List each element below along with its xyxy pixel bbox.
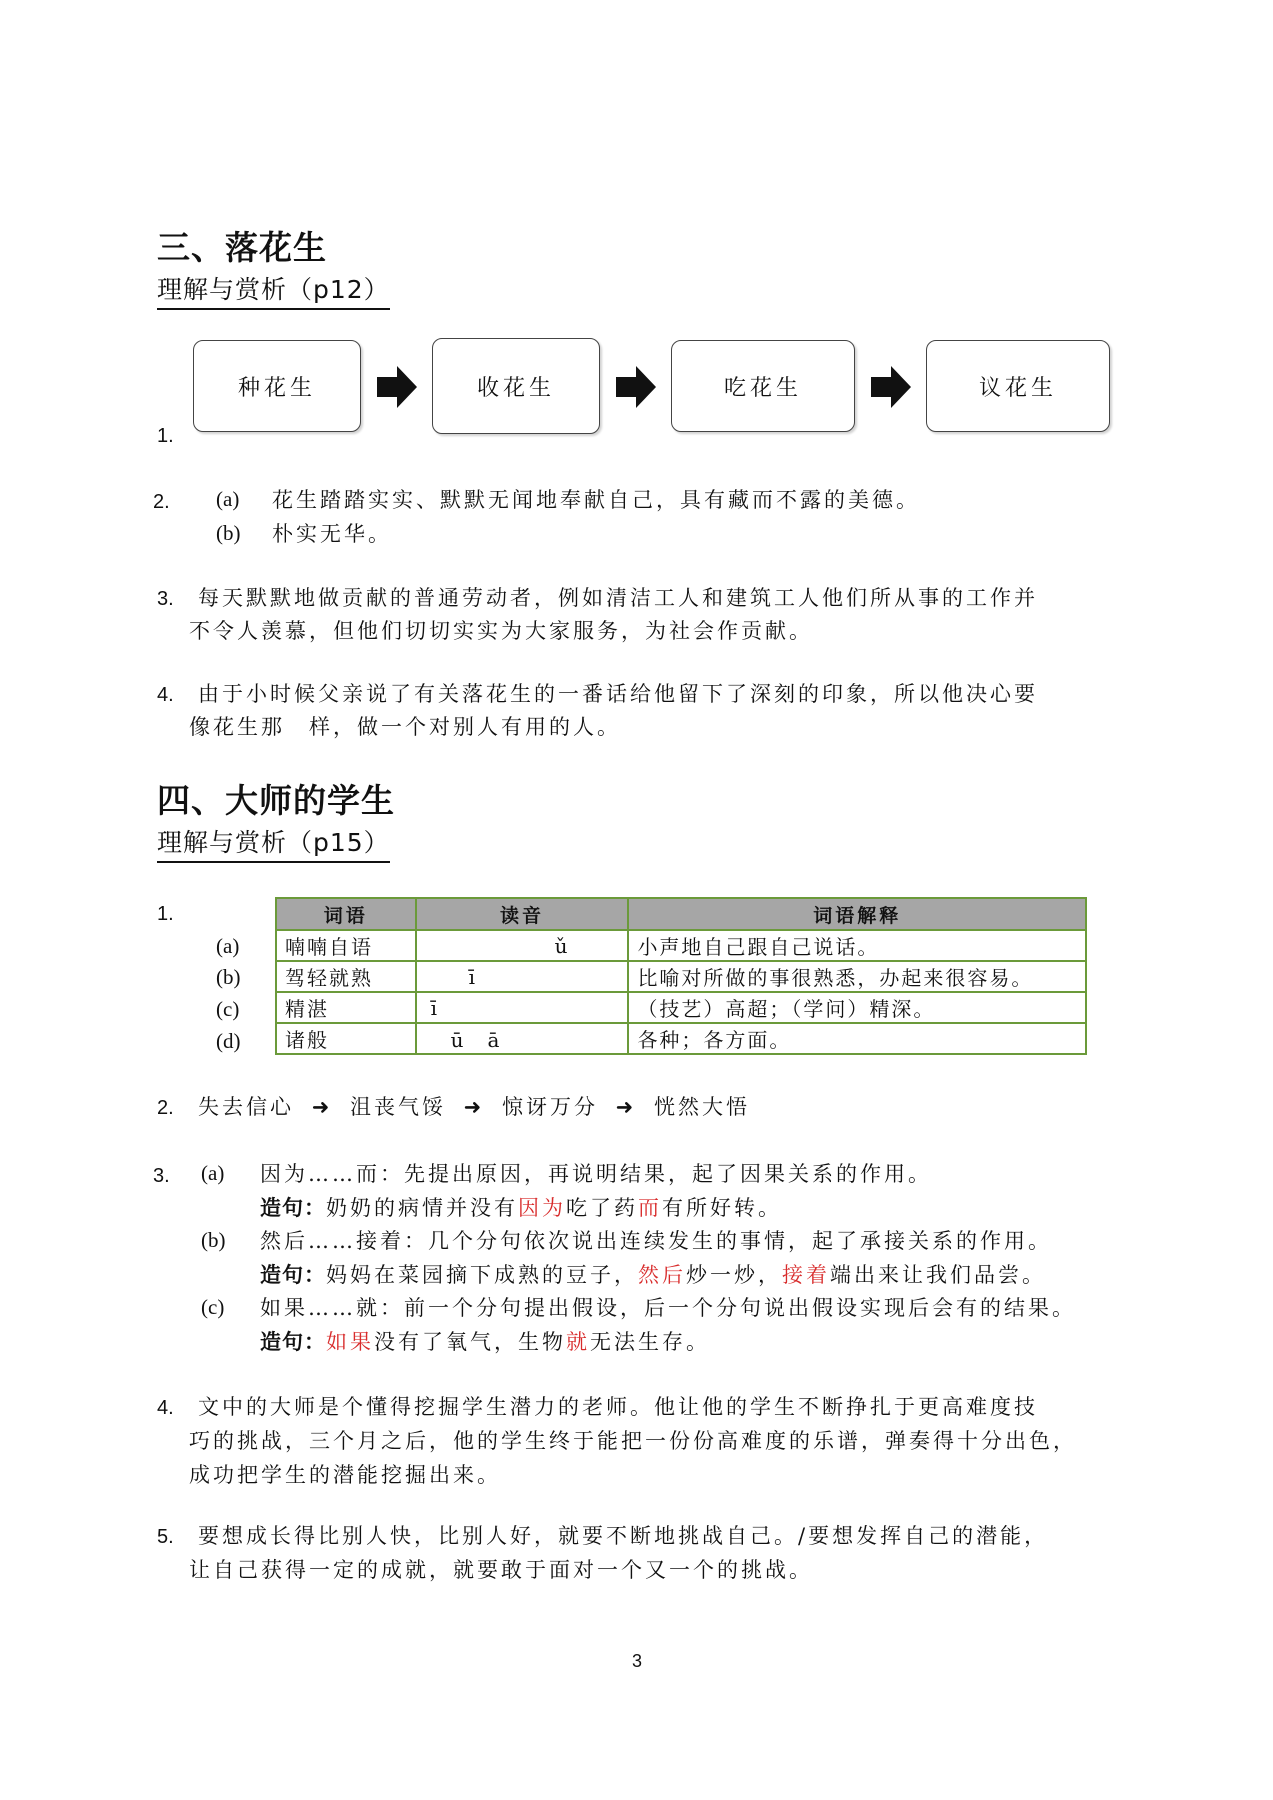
q2-arrow-icon: ➜: [311, 1095, 333, 1119]
cell-reading: ī: [416, 992, 629, 1023]
row-label-b: (b): [216, 965, 241, 989]
table-row: [276, 992, 1086, 1023]
cell-word: 驾轻就熟: [276, 961, 416, 992]
flow-step-1: 种花生: [193, 340, 361, 432]
s4-q3a-text: 因为……而：先提出原因，再说明结果，起了因果关系的作用。: [260, 1162, 932, 1186]
example-text: 有所好转。: [662, 1196, 782, 1220]
cell-word: 诸般: [276, 1023, 416, 1054]
s4-q3b-text: 然后……接着：几个分句依次说出连续发生的事情，起了承接关系的作用。: [260, 1229, 1052, 1253]
cell-meaning: 小声地自己跟自己说话。: [628, 930, 1086, 961]
section3-title: 三、落花生: [157, 228, 327, 267]
s4-q4-line1: 文中的大师是个懂得挖掘学生潜力的老师。他让他的学生不断挣扎于更高难度技: [198, 1395, 1038, 1419]
s4-q3c-example: [260, 1327, 710, 1357]
s3-q4-number: 4.: [157, 684, 174, 706]
table-row: [276, 1023, 1086, 1054]
s3-q2a-label: (a): [216, 487, 240, 511]
example-text: 无法生存。: [590, 1330, 710, 1354]
s4-q1-number: 1.: [157, 903, 174, 925]
example-keyword: 就: [566, 1330, 590, 1354]
s4-q5-number: 5.: [157, 1526, 174, 1548]
cell-meaning: 比喻对所做的事很熟悉，办起来很容易。: [628, 961, 1086, 992]
row-label-c: (c): [216, 997, 240, 1021]
table-header-row: [276, 898, 1086, 930]
s3-q2b-text: 朴实无华。: [272, 522, 392, 546]
example-text: 吃了药: [566, 1196, 638, 1220]
flow-arrow-3-icon: [871, 366, 911, 408]
section4-subtitle: 理解与赏析（p15）: [157, 823, 390, 863]
cell-word: 精湛: [276, 992, 416, 1023]
example-label: 造句：: [260, 1330, 326, 1354]
q2-flow-item-2: 沮丧气馁: [349, 1095, 446, 1119]
q2-arrow-icon: ➜: [615, 1095, 637, 1119]
s4-q3a-label: (a): [201, 1161, 225, 1185]
row-label-a: (a): [216, 934, 240, 958]
header-meaning: 词语解释: [628, 898, 1086, 930]
example-text: 奶奶的病情并没有: [326, 1196, 518, 1220]
s3-q4-line2: 像花生那 样，做一个对别人有用的人。: [189, 715, 621, 739]
cell-reading: ī: [416, 961, 629, 992]
s3-q4-line1: 由于小时候父亲说了有关落花生的一番话给他留下了深刻的印象，所以他决心要: [198, 682, 1038, 706]
q2-flow-item-4: 恍然大悟: [653, 1095, 750, 1119]
s4-q3-number: 3.: [153, 1165, 170, 1187]
s4-q3a-example: [260, 1193, 782, 1223]
s4-q5-line1: 要想成长得比别人快，比别人好，就要不断地挑战自己。/要想发挥自己的潜能，: [198, 1524, 1049, 1548]
section3-subtitle: 理解与赏析（p12）: [157, 270, 390, 310]
example-text: 没有了氧气，生物: [374, 1330, 566, 1354]
s4-q2-flow: [198, 1092, 750, 1122]
flow-step-3: 吃花生: [671, 340, 855, 432]
q2-flow-item-3: 惊讶万分: [501, 1095, 598, 1119]
header-word: 词语: [276, 898, 416, 930]
flow-arrow-2-icon: [616, 366, 656, 408]
s3-q2-number: 2.: [153, 491, 170, 513]
vocab-table: [275, 897, 1087, 1055]
example-label: 造句：: [260, 1263, 326, 1287]
s4-q2-number: 2.: [157, 1097, 174, 1119]
example-keyword: 如果: [326, 1330, 374, 1354]
example-text: 妈妈在菜园摘下成熟的豆子，: [326, 1263, 638, 1287]
s4-q4-line2: 巧的挑战，三个月之后，他的学生终于能把一份份高难度的乐谱，弹奏得十分出色，: [189, 1429, 1077, 1453]
s4-q4-line3: 成功把学生的潜能挖掘出来。: [189, 1463, 501, 1487]
page-number: 3: [632, 1651, 643, 1671]
cell-meaning: 各种；各方面。: [628, 1023, 1086, 1054]
flow-step-4: 议花生: [926, 340, 1110, 432]
section4-title: 四、大师的学生: [157, 781, 395, 820]
s4-q3b-label: (b): [201, 1228, 226, 1252]
flow-arrow-1-icon: [377, 366, 417, 408]
flow-step-2: 收花生: [432, 338, 600, 434]
example-keyword: 而: [638, 1196, 662, 1220]
cell-word: 喃喃自语: [276, 930, 416, 961]
q2-arrow-icon: ➜: [463, 1095, 485, 1119]
cell-reading: ū ā: [416, 1023, 629, 1054]
table-row: [276, 961, 1086, 992]
cell-meaning: （技艺）高超；（学问）精深。: [628, 992, 1086, 1023]
table-row: [276, 930, 1086, 961]
example-keyword: 接着: [782, 1263, 830, 1287]
example-keyword: 因为: [518, 1196, 566, 1220]
example-text: 端出来让我们品尝。: [830, 1263, 1046, 1287]
s3-q3-number: 3.: [157, 588, 174, 610]
s3-q2a-text: 花生踏踏实实、默默无闻地奉献自己，具有藏而不露的美德。: [272, 488, 920, 512]
s4-q3c-text: 如果……就：前一个分句提出假设，后一个分句说出假设实现后会有的结果。: [260, 1296, 1076, 1320]
s4-q3b-example: [260, 1260, 1046, 1290]
s3-q1-number: 1.: [157, 425, 174, 447]
s4-q5-line2: 让自己获得一定的成就，就要敢于面对一个又一个的挑战。: [189, 1558, 813, 1582]
example-text: 炒一炒，: [686, 1263, 782, 1287]
example-keyword: 然后: [638, 1263, 686, 1287]
q2-flow-item-1: 失去信心: [198, 1095, 294, 1119]
s3-q3-line2: 不令人羡慕，但他们切切实实为大家服务，为社会作贡献。: [189, 619, 813, 643]
s3-q3-line1: 每天默默地做贡献的普通劳动者，例如清洁工人和建筑工人他们所从事的工作并: [198, 586, 1038, 610]
row-label-d: (d): [216, 1029, 241, 1053]
example-label: 造句：: [260, 1196, 326, 1220]
s4-q4-number: 4.: [157, 1397, 174, 1419]
header-reading: 读音: [416, 898, 629, 930]
s3-q2b-label: (b): [216, 521, 241, 545]
s4-q3c-label: (c): [201, 1295, 225, 1319]
cell-reading: ǔ: [416, 930, 629, 961]
